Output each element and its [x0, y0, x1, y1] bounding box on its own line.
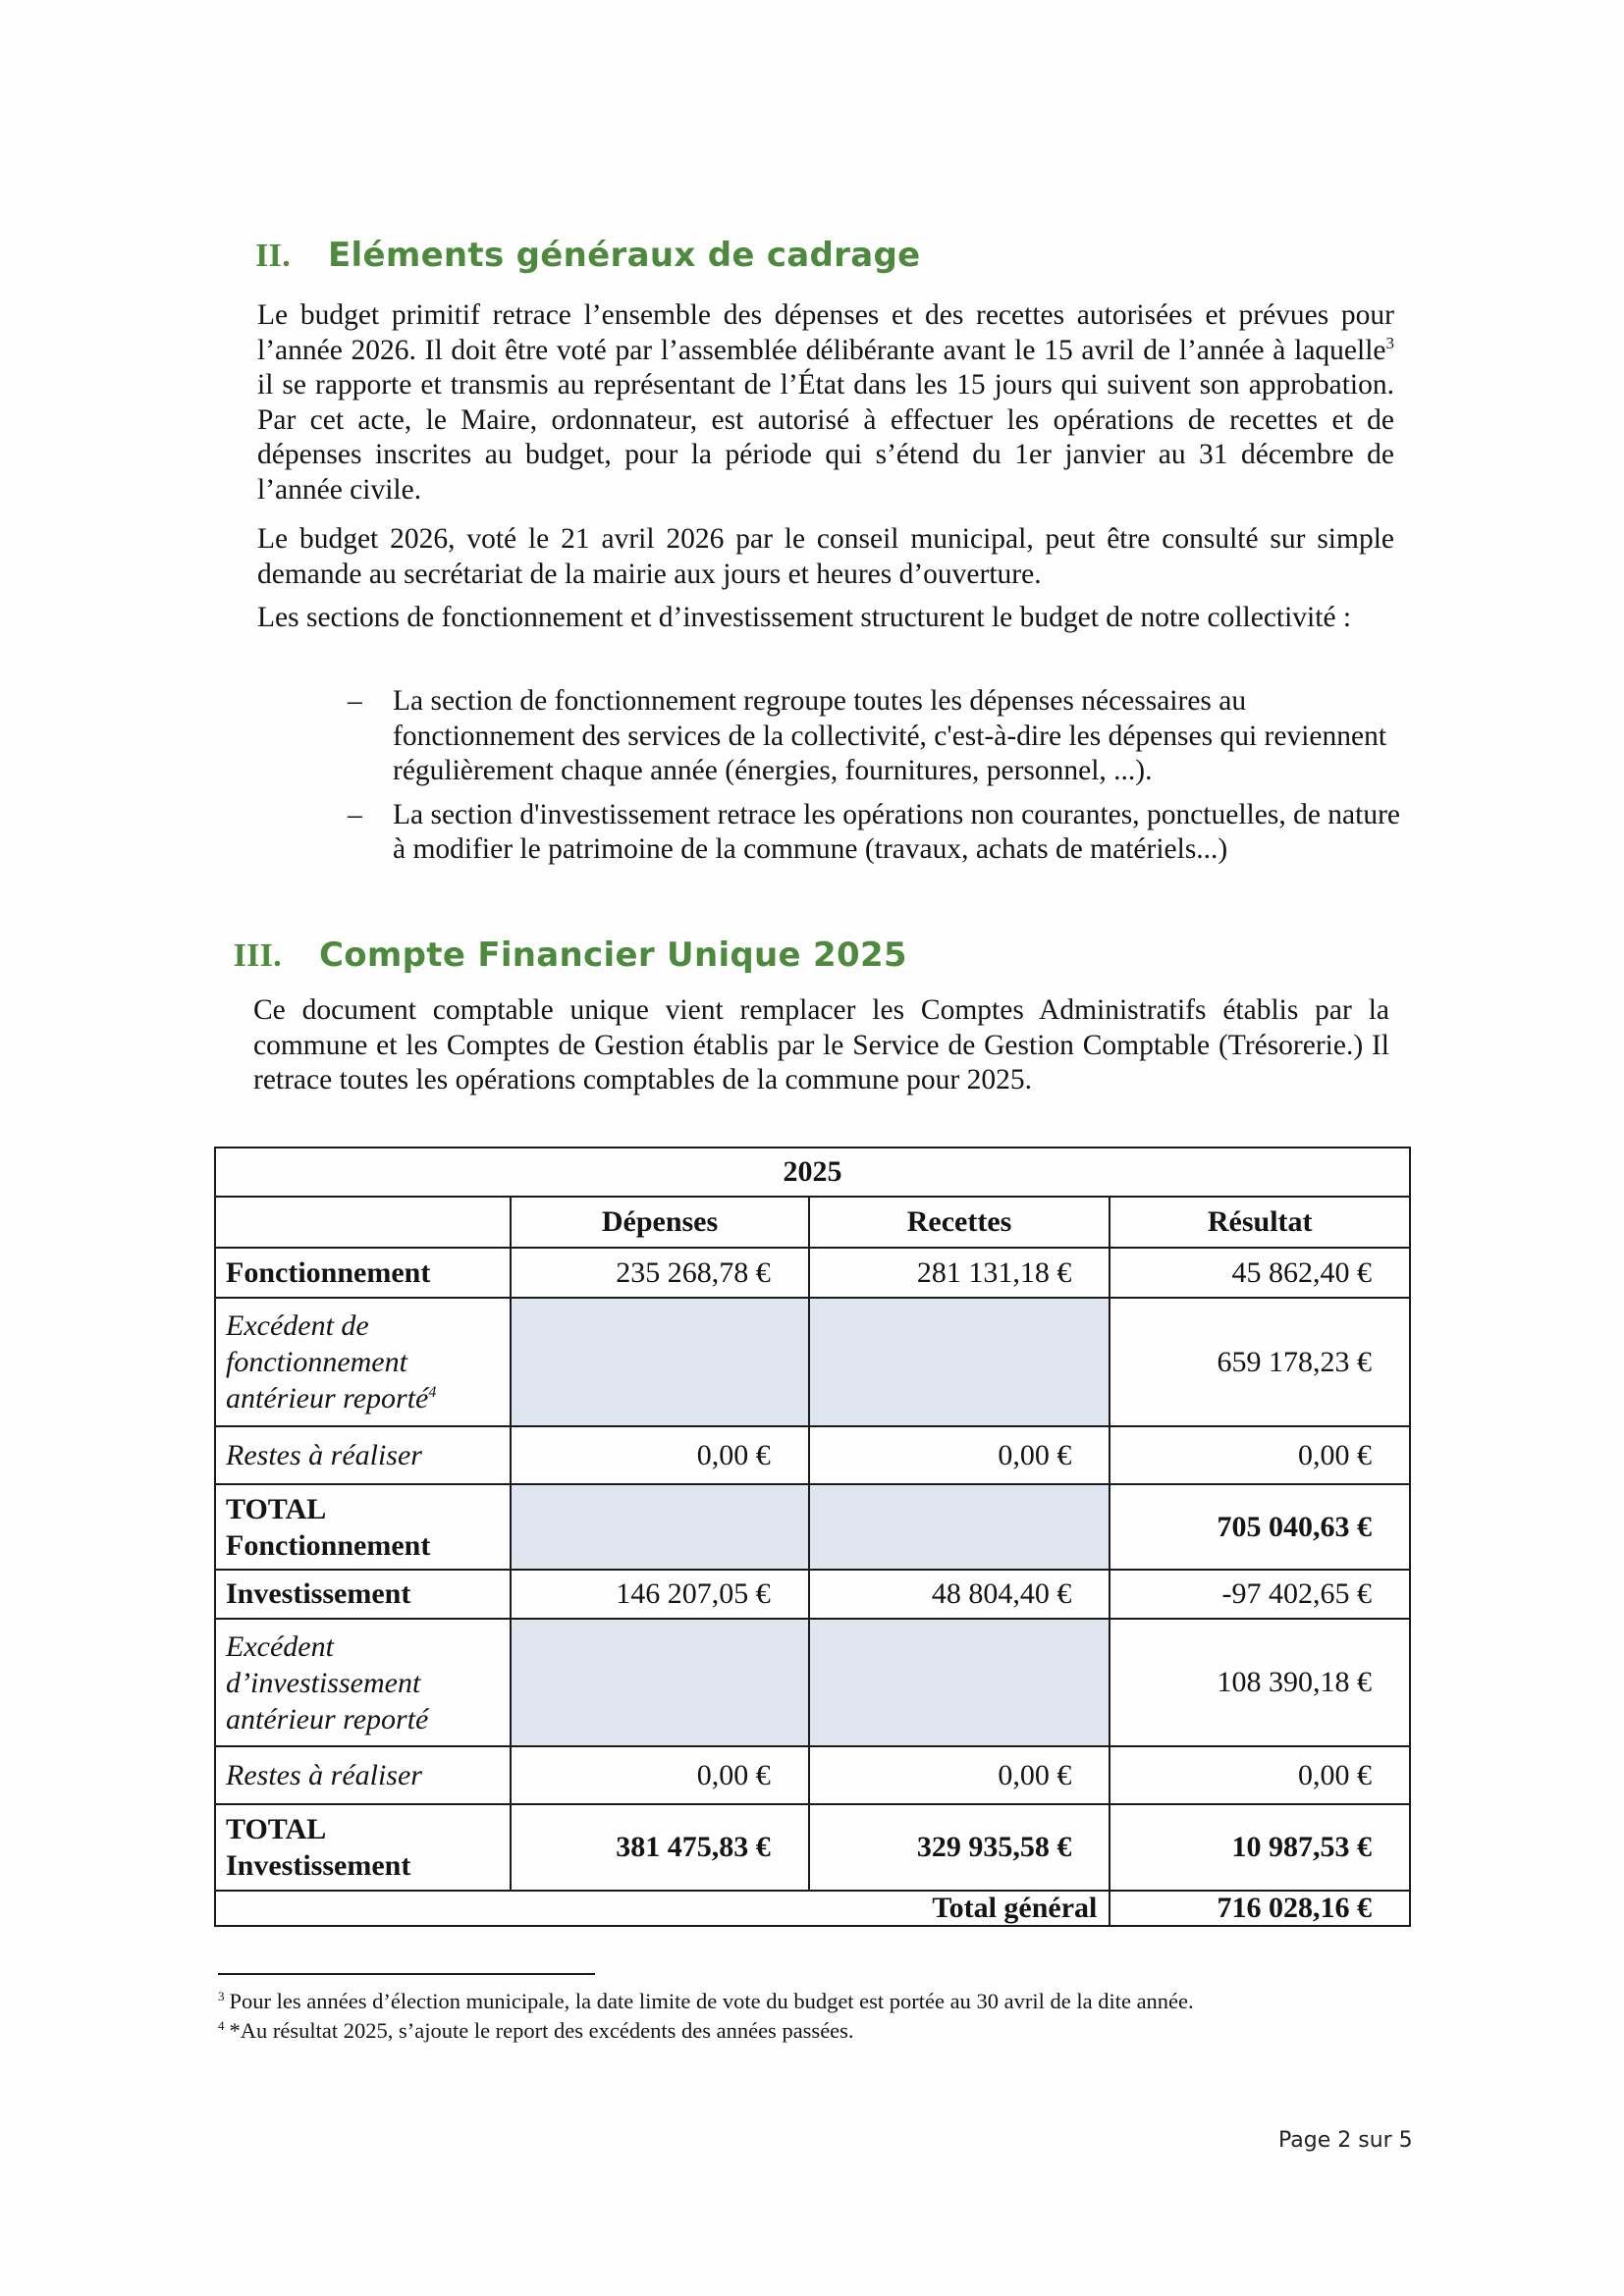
row-label: Fonctionnement	[215, 1248, 511, 1298]
row-label-line1: TOTAL	[226, 1813, 327, 1845]
cell-resultat: 659 178,23 €	[1110, 1298, 1410, 1426]
list-item-text: La section d'investissement retrace les opérations non courantes, ponctuelles, de nature à modifier le patrimoine de la commune (travaux, achats de matériels...)	[393, 798, 1400, 865]
empty-header-cell	[215, 1197, 511, 1248]
list-item-text: La section de fonctionnement regroupe toutes les dépenses nécessaires au fonctionnement des services de la collectivité, c'est-à-dire les dépenses qui reviennent régulièrement chaque année (énergies, fournitures, personnel, ...).	[393, 685, 1387, 786]
paragraph-budget-primitif	[257, 298, 1394, 507]
row-label	[215, 1804, 511, 1891]
grand-total-value: 716 028,16 €	[1110, 1891, 1410, 1926]
cell-resultat: 45 862,40 €	[1110, 1248, 1410, 1298]
section-number: III.	[233, 937, 282, 974]
row-label: Investissement	[215, 1570, 511, 1619]
list-item	[344, 684, 1404, 789]
section-number: II.	[255, 238, 291, 274]
shaded-cell	[809, 1484, 1110, 1570]
footnote-text: Pour les années d’élection municipale, la date limite de vote du budget est portée au 30 avril de la dite année.	[229, 1989, 1194, 2013]
row-label-line1: TOTAL	[226, 1492, 327, 1525]
table-row-grand-total	[215, 1891, 1410, 1926]
section-title: Compte Financier Unique 2025	[319, 935, 907, 975]
row-label	[215, 1298, 511, 1426]
table-row	[215, 1298, 1410, 1426]
cell-resultat: 108 390,18 €	[1110, 1619, 1410, 1746]
paragraph-text: Le budget primitif retrace l’ensemble des dépenses et des recettes autorisées et prévues pour l’année 2026. Il doit être voté par l’assemblée délibérante avant le 15 avril de l’année à laquelle	[257, 299, 1394, 366]
cell-depenses: 146 207,05 €	[511, 1570, 808, 1619]
paragraph-sections: Les sections de fonctionnement et d’investissement structurent le budget de notre collectivité :	[257, 602, 1352, 633]
row-label: Restes à réaliser	[215, 1426, 511, 1484]
table-row-total	[215, 1484, 1410, 1570]
paragraph-text: il se rapporte et transmis au représentant de l’État dans les 15 jours qui suivent son approbation. Par cet acte, le Maire, ordonnateur, est autorisé à effectuer les opérations de recettes et de dépenses inscrites au budget, pour la période qui s’étend du 1er janvier au 31 décembre de l’année civile.	[257, 369, 1394, 506]
footnote-marker: 4	[218, 2017, 225, 2033]
table-header-columns	[215, 1197, 1410, 1248]
cell-recettes: 0,00 €	[809, 1426, 1110, 1484]
footnote-ref-4[interactable]: 4	[428, 1384, 437, 1401]
table-row	[215, 1619, 1410, 1746]
shaded-cell	[511, 1298, 808, 1426]
footnote-4	[218, 2016, 1445, 2046]
list-item	[344, 798, 1404, 868]
column-header-recettes: Recettes	[809, 1197, 1110, 1248]
cell-recettes: 329 935,58 €	[809, 1804, 1110, 1891]
year-header: 2025	[215, 1148, 1410, 1197]
table-row	[215, 1746, 1410, 1804]
row-label: Restes à réaliser	[215, 1746, 511, 1804]
cell-depenses: 381 475,83 €	[511, 1804, 808, 1891]
table-row	[215, 1426, 1410, 1484]
column-header-resultat: Résultat	[1110, 1197, 1410, 1248]
footnote-separator	[218, 1973, 595, 1975]
shaded-cell	[809, 1619, 1110, 1746]
column-header-depenses: Dépenses	[511, 1197, 808, 1248]
footnote-ref-3[interactable]: 3	[1385, 333, 1394, 352]
section-heading-3	[180, 935, 907, 975]
paragraph-cfu: Ce document comptable unique vient remplacer les Comptes Administratifs établis par la commune et les Comptes de Gestion établis par le Service de Gestion Comptable (Trésorerie.) Il retrace toutes les opérations comptables de la commune pour 2025.	[253, 994, 1389, 1095]
row-label: Excédent d’investissement antérieur reporté	[215, 1619, 511, 1746]
dash-bullet-icon: –	[348, 798, 362, 830]
row-label-text: Excédent de fonctionnement antérieur reporté	[226, 1309, 429, 1415]
section-heading-2	[209, 236, 920, 275]
row-label	[215, 1484, 511, 1570]
table-header-year	[215, 1148, 1410, 1197]
cell-recettes: 48 804,40 €	[809, 1570, 1110, 1619]
table-row-total	[215, 1804, 1410, 1891]
cell-resultat: -97 402,65 €	[1110, 1570, 1410, 1619]
cell-depenses: 235 268,78 €	[511, 1248, 808, 1298]
cell-resultat: 10 987,53 €	[1110, 1804, 1410, 1891]
shaded-cell	[511, 1619, 808, 1746]
cell-resultat: 0,00 €	[1110, 1426, 1410, 1484]
section-title: Eléments généraux de cadrage	[328, 236, 921, 275]
row-label-line2: Fonctionnement	[226, 1528, 431, 1562]
cell-recettes: 0,00 €	[809, 1746, 1110, 1804]
cell-recettes: 281 131,18 €	[809, 1248, 1110, 1298]
page-number: Page 2 sur 5	[1278, 2128, 1413, 2153]
row-label-line2: Investissement	[226, 1849, 411, 1882]
cell-resultat: 0,00 €	[1110, 1746, 1410, 1804]
financial-table	[214, 1147, 1411, 1927]
table-row	[215, 1570, 1410, 1619]
dash-bullet-icon: –	[348, 685, 362, 717]
footnote-text: *Au résultat 2025, s’ajoute le report des excédents des années passées.	[229, 2018, 854, 2043]
table-row	[215, 1248, 1410, 1298]
shaded-cell	[809, 1298, 1110, 1426]
grand-total-label: Total général	[215, 1891, 1110, 1926]
footnote-marker: 3	[218, 1988, 225, 2003]
footnotes	[218, 1987, 1445, 2046]
cell-depenses: 0,00 €	[511, 1746, 808, 1804]
paragraph-budget-2026: Le budget 2026, voté le 21 avril 2026 par le conseil municipal, peut être consulté sur simple demande au secrétariat de la mairie aux jours et heures d’ouverture.	[257, 523, 1394, 590]
cell-resultat: 705 040,63 €	[1110, 1484, 1410, 1570]
footnote-3	[218, 1987, 1445, 2016]
shaded-cell	[511, 1484, 808, 1570]
sections-list	[344, 684, 1404, 877]
cell-depenses: 0,00 €	[511, 1426, 808, 1484]
